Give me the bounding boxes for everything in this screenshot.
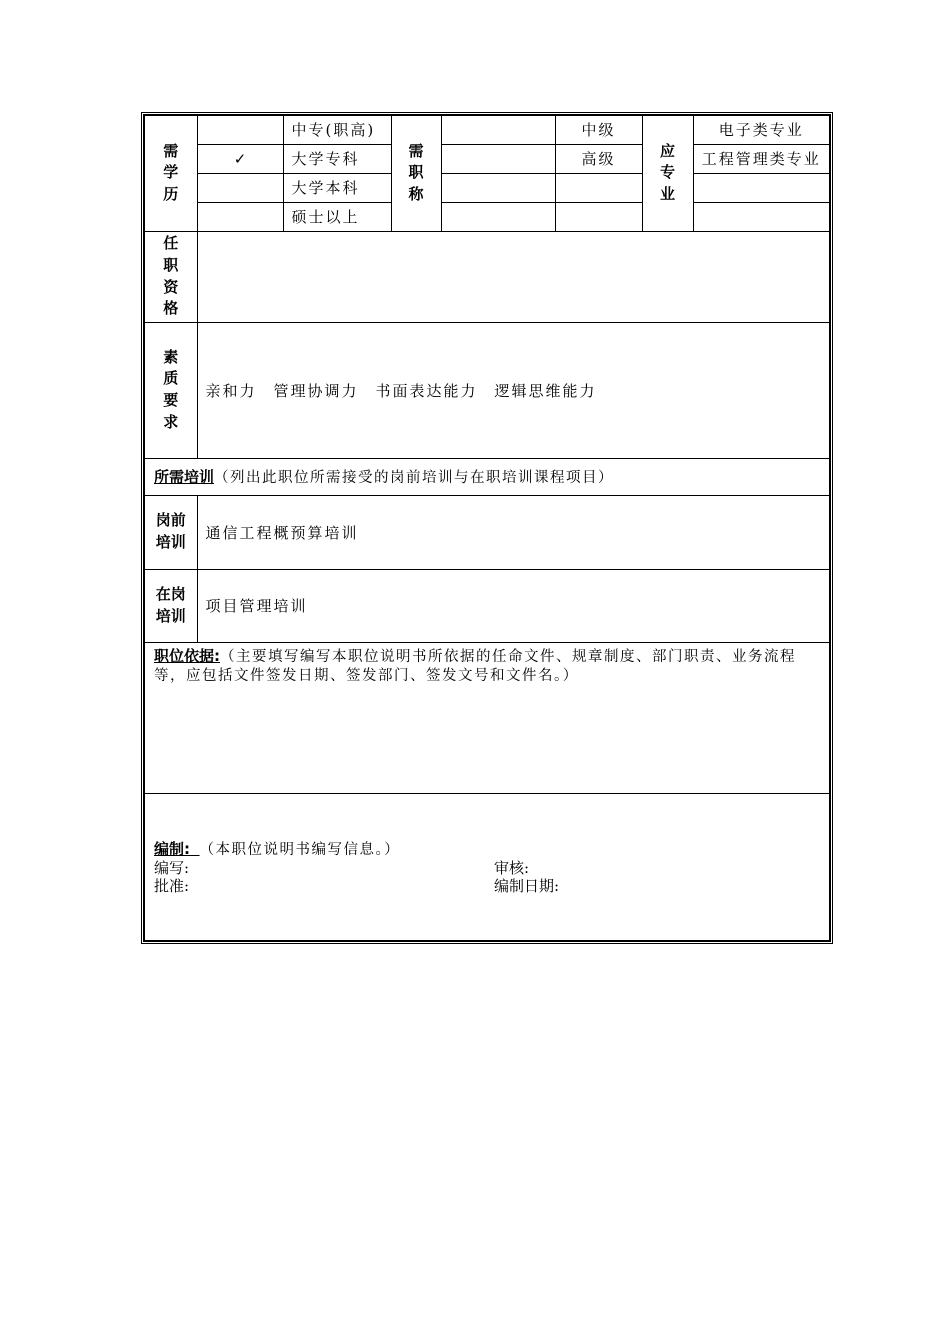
approver-label: 批准: — [154, 876, 190, 895]
pre-training-row — [144, 495, 830, 569]
title-blank-3 — [441, 173, 555, 202]
compile-row — [144, 793, 830, 941]
onjob-training-label-cell — [144, 569, 197, 642]
training-header-row — [144, 458, 830, 495]
major-label-cell — [642, 115, 693, 231]
education-option-4: 硕士以上 — [283, 202, 391, 231]
pre-training-content: 通信工程概预算培训 — [197, 495, 830, 569]
qualification-row — [144, 231, 830, 322]
basis-cell — [144, 642, 830, 793]
onjob-training-label: 在岗培训 — [155, 584, 186, 625]
qualification-content — [197, 231, 830, 322]
training-note: （列出此职位所需接受的岗前培训与在职培训课程项目） — [214, 470, 615, 486]
requirements-row-3 — [144, 173, 830, 202]
title-label: 需职称 — [408, 141, 424, 204]
basis-note: （主要填写编写本职位说明书所依据的任命文件、规章制度、部门职责、业务流程等，应包括文件签发日期、签发部门、签发文号和文件名。） — [154, 648, 796, 684]
title-blank-2 — [441, 144, 555, 173]
major-item-4 — [693, 202, 830, 231]
requirements-row-1 — [144, 115, 830, 144]
education-check-4 — [197, 202, 283, 231]
date-label: 编制日期: — [494, 876, 560, 895]
requirements-row-2 — [144, 144, 830, 173]
qualification-label: 任职资格 — [163, 234, 179, 318]
major-item-1: 电子类专业 — [693, 115, 830, 144]
title-level-1: 中级 — [555, 115, 642, 144]
compile-heading — [154, 840, 820, 859]
basis-title: 职位依据: — [154, 646, 220, 665]
title-blank-4 — [441, 202, 555, 231]
compile-cell — [144, 793, 830, 941]
quality-content: 亲和力 管理协调力 书面表达能力 逻辑思维能力 — [197, 322, 830, 458]
quality-label-cell — [144, 322, 197, 458]
education-label: 需学历 — [163, 141, 179, 204]
sign-row-2 — [154, 877, 820, 895]
onjob-training-content: 项目管理培训 — [197, 569, 830, 642]
education-option-2: 大学专科 — [283, 144, 391, 173]
major-item-2: 工程管理类专业 — [693, 144, 830, 173]
training-title: 所需培训 — [154, 468, 215, 486]
qualification-label-cell — [144, 231, 197, 322]
major-item-3 — [693, 173, 830, 202]
education-label-cell — [144, 115, 197, 231]
compile-title: 编制: — [154, 839, 190, 858]
quality-row — [144, 322, 830, 458]
onjob-training-row — [144, 569, 830, 642]
education-check-3 — [197, 173, 283, 202]
training-header — [144, 458, 830, 495]
writer-label: 编写: — [154, 858, 190, 877]
major-label: 应专业 — [660, 141, 676, 204]
title-level-4 — [555, 202, 642, 231]
pre-training-label: 岗前培训 — [155, 511, 186, 551]
title-level-2: 高级 — [555, 144, 642, 173]
reviewer-label: 审核: — [494, 858, 530, 877]
job-description-table — [143, 114, 831, 942]
education-check-2: ✓ — [197, 144, 283, 173]
sign-row-1 — [154, 859, 820, 877]
compile-note: （本职位说明书编写信息。） — [199, 841, 401, 858]
basis-row — [144, 642, 830, 793]
requirements-row-4 — [144, 202, 830, 231]
pre-training-label-cell — [144, 495, 197, 569]
quality-label: 素质要求 — [163, 347, 179, 431]
education-option-1: 中专(职高) — [283, 115, 391, 144]
education-check-1 — [197, 115, 283, 144]
title-blank-1 — [441, 115, 555, 144]
title-level-3 — [555, 173, 642, 202]
education-option-3: 大学本科 — [283, 173, 391, 202]
title-label-cell — [391, 115, 441, 231]
